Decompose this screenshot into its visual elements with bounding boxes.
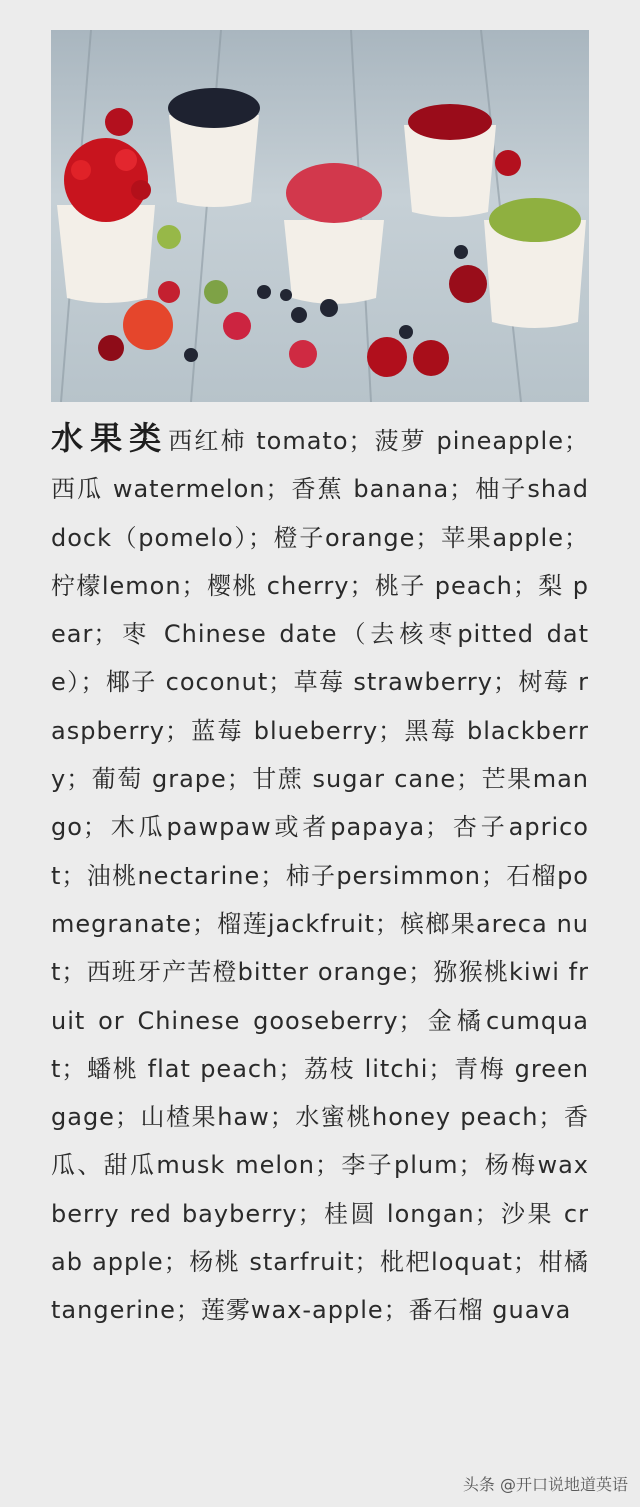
fruit-photo <box>51 30 589 402</box>
article-heading: 水果类 <box>51 419 169 457</box>
cup-redcurrants <box>57 138 155 303</box>
watermark: 头条 @开口说地道英语 <box>462 1475 628 1494</box>
cup-cherries <box>404 104 496 217</box>
article-body: 西红柿 tomato；菠萝 pineapple；西瓜 watermelon；香蕉 banana；柚子shaddock（pomelo）；橙子orange；苹果apple；柠檬lemon；樱桃 cherry；桃子 peach；梨 pear；枣 Chinese date（去核枣pitted date）；椰子 coconut；草莓 strawberry；树莓 raspberry；蓝莓 blueberry；黑莓 blackberry；葡萄 grape；甘蔗 sugar cane；芒果mango；木瓜pawpaw或者papaya；杏子apricot；油桃nectarine；柿子persimmon；石榴pomegranate；榴莲jackfruit；槟榔果areca nut；西班牙产苦橙bitter orange；猕猴桃kiwi fruit or Chinese gooseberry；金橘cumquat；蟠桃 flat peach；荔枝 litchi；青梅 greengage；山楂果haw；水蜜桃honey peach；香瓜、甜瓜musk melon；李子plum；杨梅waxberry red bayberry；桂圆 longan；沙果 crab apple；杨桃 starfruit；枇杷loquat；柑橘tangerine；莲雾wax-apple；番石榴 guava <box>51 427 589 1325</box>
fruit-photo-illustration <box>51 30 589 402</box>
cup-raspberries <box>284 163 384 304</box>
article-text <box>51 414 589 1335</box>
cup-blackcurrants <box>168 88 260 207</box>
cup-gooseberries <box>484 198 586 328</box>
